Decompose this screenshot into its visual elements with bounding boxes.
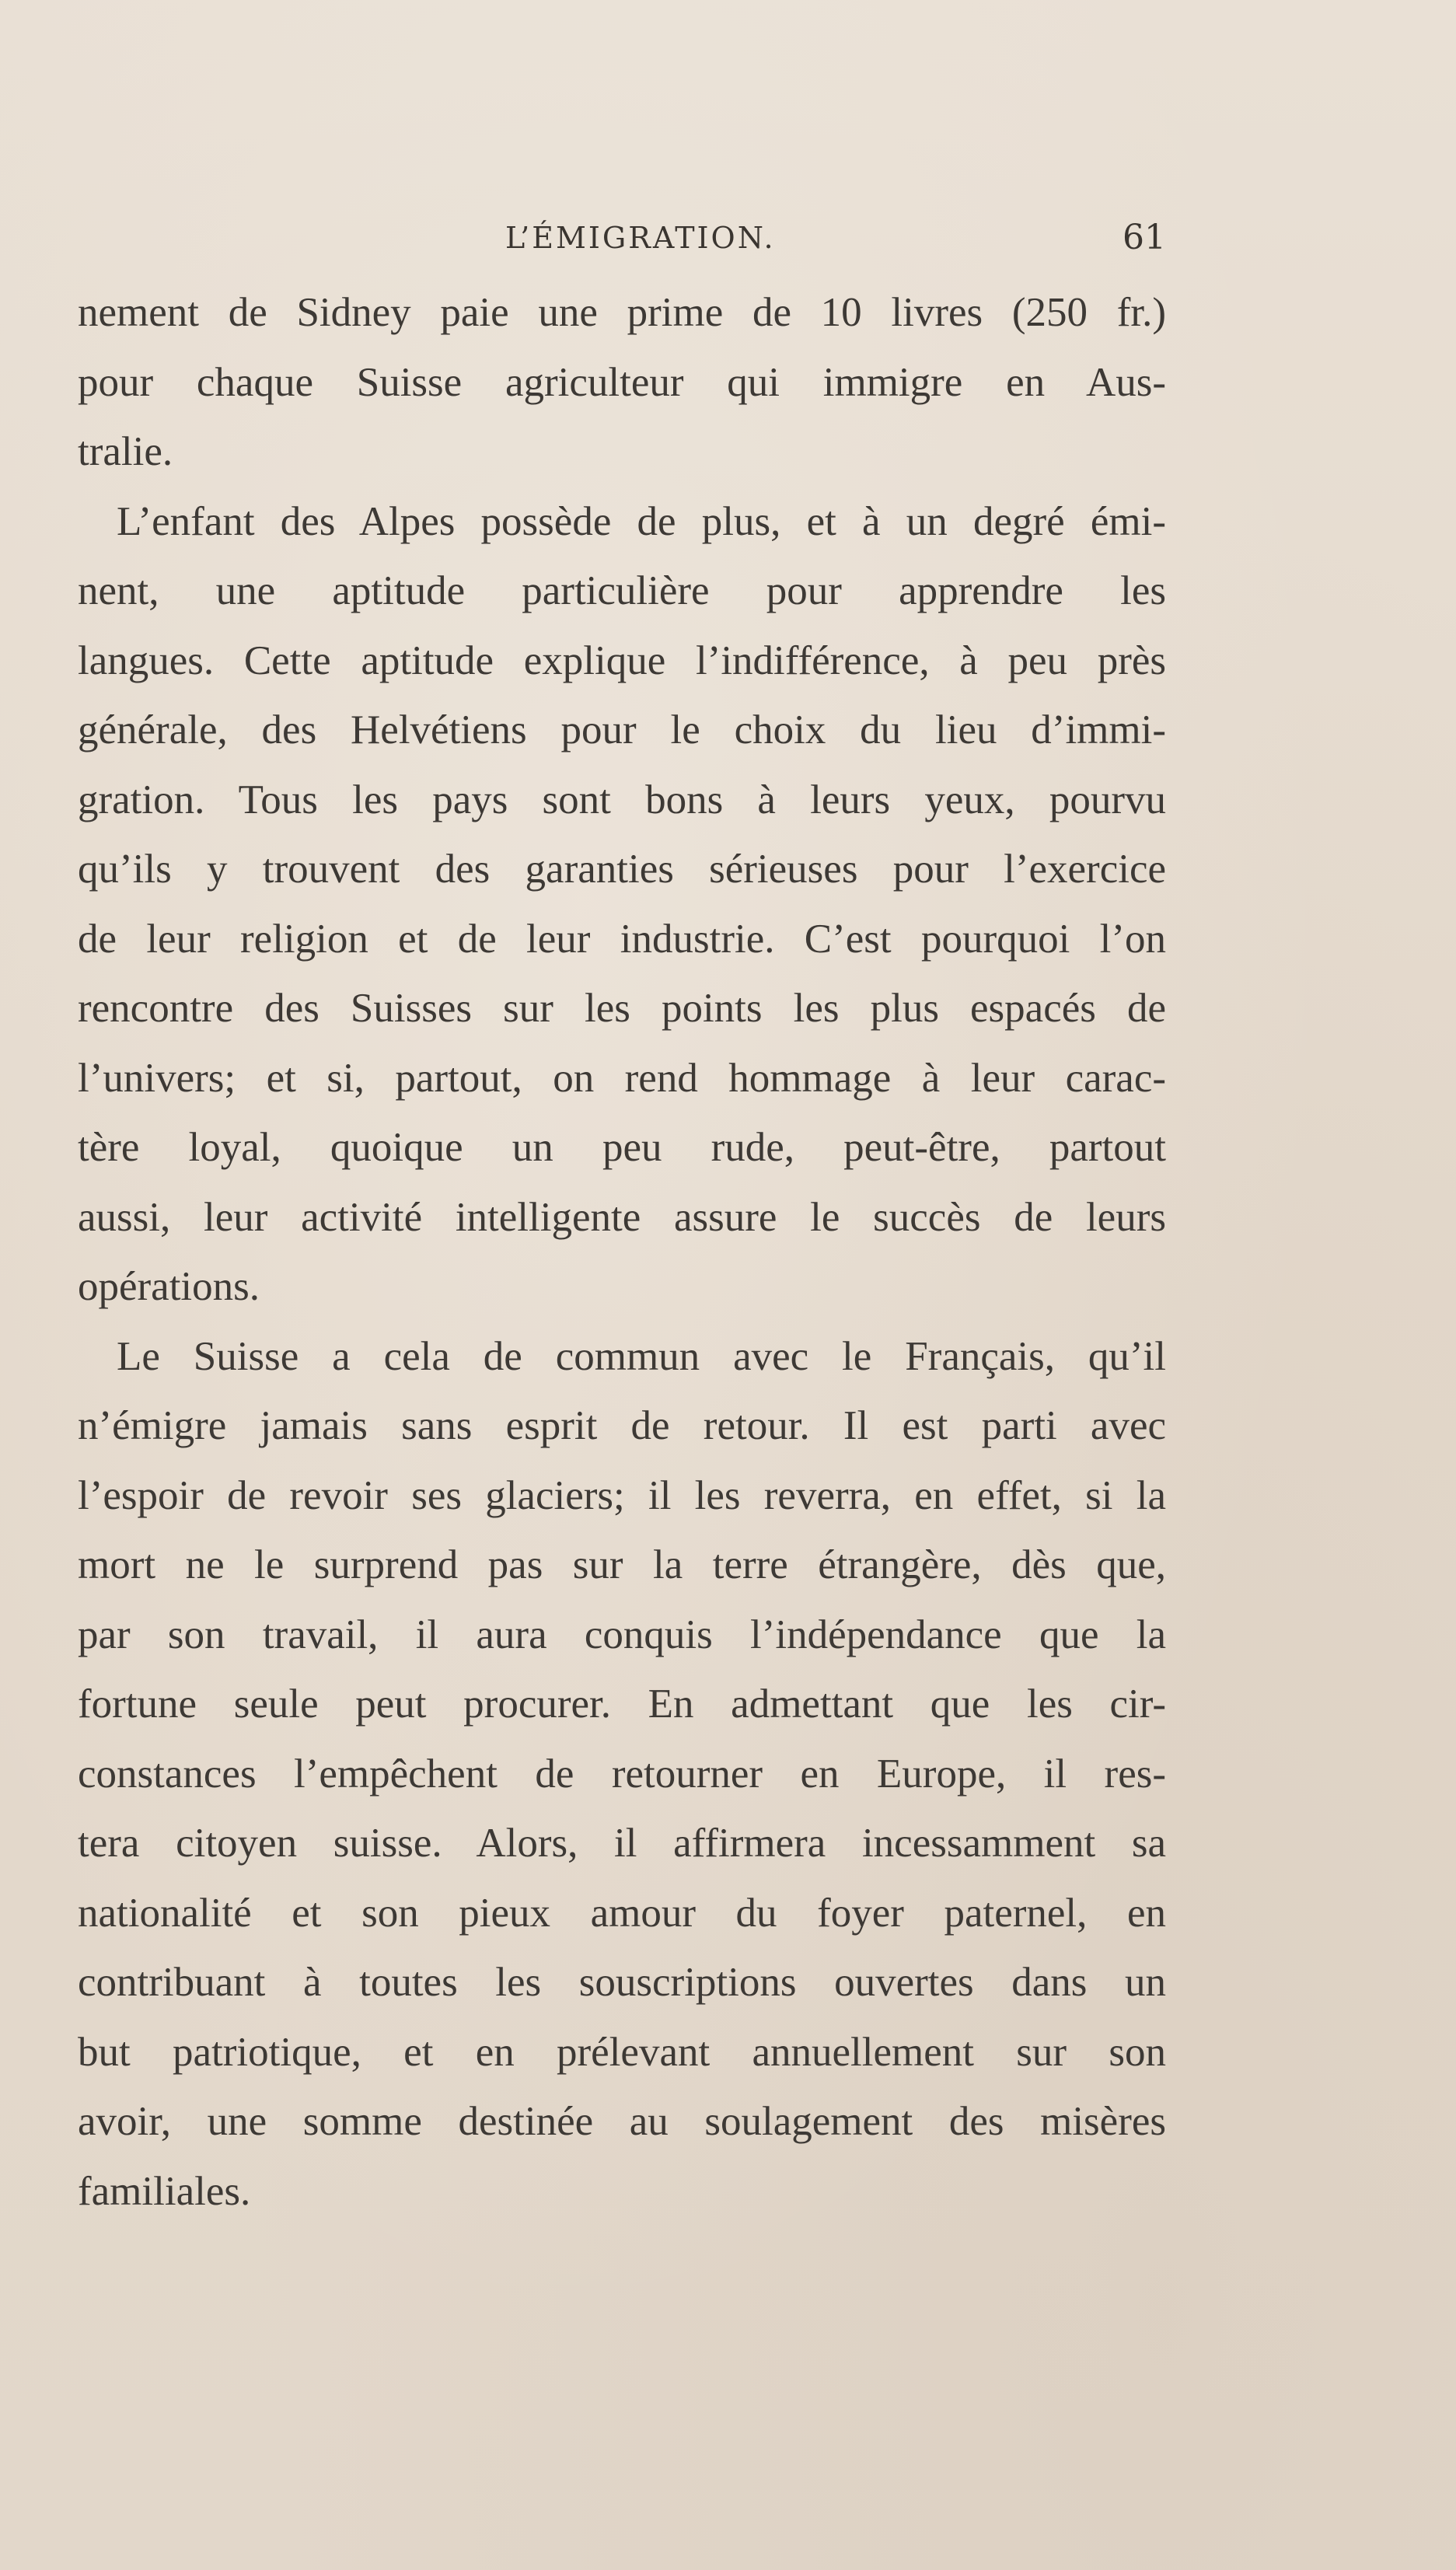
page-number: 61 <box>1123 218 1166 257</box>
text-line: de leur religion et de leur industrie. C’est pourquoi l’on <box>78 916 1166 962</box>
text-line: tera citoyen suisse. Alors, il affirmera incessamment sa <box>78 1821 1166 1866</box>
running-title: L’ÉMIGRATION. <box>505 221 776 255</box>
text-line: générale, des Helvétiens pour le choix du lieu d’immi- <box>78 707 1166 752</box>
text-line: nationalité et son pieux amour du foyer paternel, en <box>78 1890 1166 1936</box>
text-line: pour chaque Suisse agriculteur qui immigre en Aus- <box>78 359 1166 405</box>
text-line: n’émigre jamais sans esprit de retour. Il est parti avec <box>78 1403 1166 1448</box>
text-line: constances l’empêchent de retourner en Europe, il res- <box>78 1751 1166 1797</box>
text-line: familiales. <box>78 2168 251 2214</box>
text-line: rencontre des Suisses sur les points les plus espacés de <box>78 986 1166 1031</box>
text-line: par son travail, il aura conquis l’indépendance que la <box>78 1611 1166 1657</box>
text-line: mort ne le surprend pas sur la terre étrangère, dès que, <box>78 1542 1166 1587</box>
body-text <box>78 278 1166 2226</box>
text-line: L’enfant des Alpes possède de plus, et à un degré émi- <box>117 498 1166 544</box>
page-header <box>78 215 1166 261</box>
text-line: opérations. <box>78 1264 260 1309</box>
text-line: tère loyal, quoique un peu rude, peut-être, partout <box>78 1125 1166 1170</box>
text-line: nement de Sidney paie une prime de 10 livres (250 fr.) <box>78 290 1166 335</box>
text-line: langues. Cette aptitude explique l’indifférence, à peu près <box>78 637 1166 683</box>
text-line: but patriotique, et en prélevant annuellement sur son <box>78 2029 1166 2075</box>
text-line: aussi, leur activité intelligente assure le succès de leurs <box>78 1194 1166 1240</box>
text-line: l’espoir de revoir ses glaciers; il les reverra, en effet, si la <box>78 1472 1166 1518</box>
text-line: avoir, une somme destinée au soulagement des misères <box>78 2099 1166 2144</box>
text-line: gration. Tous les pays sont bons à leurs yeux, pourvu <box>78 777 1166 822</box>
text-line: tralie. <box>78 429 173 474</box>
text-line: l’univers; et si, partout, on rend hommage à leur carac- <box>78 1055 1166 1101</box>
text-line: Le Suisse a cela de commun avec le Français, qu’il <box>117 1333 1166 1379</box>
text-line: contribuant à toutes les souscriptions ouvertes dans un <box>78 1960 1166 2005</box>
text-line: qu’ils y trouvent des garanties sérieuses pour l’exercice <box>78 847 1166 892</box>
text-line: nent, une aptitude particulière pour apprendre les <box>78 568 1166 613</box>
text-line: fortune seule peut procurer. En admettant que les cir- <box>78 1681 1166 1727</box>
